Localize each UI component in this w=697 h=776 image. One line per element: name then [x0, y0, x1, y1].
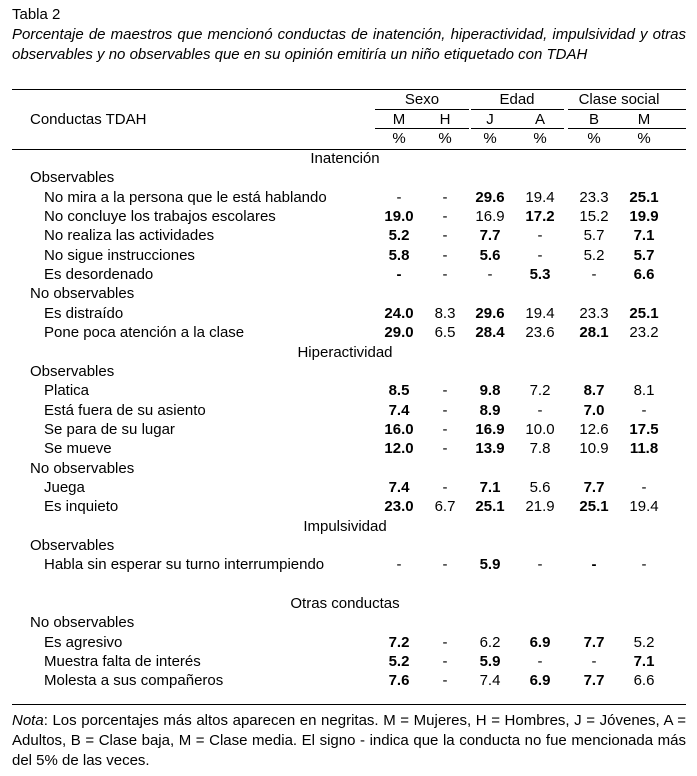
table-cell: 5.2	[583, 246, 605, 264]
table-cell: -	[442, 227, 448, 245]
table-cell: 7.6	[388, 672, 410, 690]
table-cell: 28.1	[579, 324, 609, 342]
table-cell: -	[537, 227, 543, 245]
table-cell: 7.1	[633, 227, 655, 245]
table-cell: 17.5	[629, 420, 659, 438]
table-cell: -	[396, 266, 402, 284]
unit-label: %	[637, 130, 651, 147]
table-cell: 5.2	[388, 227, 410, 245]
table-cell: 16.9	[475, 420, 505, 438]
table-cell: 7.7	[583, 633, 605, 651]
table-cell: 25.1	[475, 498, 505, 516]
table-cell: 5.7	[633, 246, 655, 264]
section-header: Inatención	[310, 150, 380, 167]
table-cell: 19.0	[384, 208, 414, 226]
table-cell: 29.6	[475, 188, 505, 206]
table-cell: -	[591, 266, 597, 284]
row-label: Pone poca atención a la clase	[44, 324, 245, 342]
row-label: Es desordenado	[44, 266, 154, 284]
subsection-header: No observables	[30, 459, 135, 477]
row-label: No realiza las actividades	[44, 227, 215, 245]
bottom-rule	[12, 704, 686, 705]
table-cell: 25.1	[629, 188, 659, 206]
row-label: Platica	[44, 382, 90, 400]
table-cell: 23.6	[525, 324, 555, 342]
table-cell: 7.7	[583, 672, 605, 690]
row-label: Se para de su lugar	[44, 420, 175, 438]
table-cell: -	[442, 440, 448, 458]
table-cell: 8.7	[583, 382, 605, 400]
table-cell: 25.1	[579, 498, 609, 516]
row-label: Molesta a sus compañeros	[44, 672, 224, 690]
table-cell: -	[641, 478, 647, 496]
table-cell: -	[487, 266, 493, 284]
table-cell: -	[591, 653, 597, 671]
section-header: Impulsividad	[303, 517, 387, 535]
table-cell: 16.9	[475, 208, 505, 226]
table-cell: -	[442, 208, 448, 226]
table-cell: 19.4	[525, 188, 555, 206]
table-cell: 7.7	[479, 227, 501, 245]
table-cell: 23.3	[579, 304, 609, 322]
table-cell: 19.9	[629, 208, 659, 226]
table-cell: -	[442, 188, 448, 206]
table-cell: 8.9	[479, 401, 501, 419]
table-cell: 5.7	[583, 227, 605, 245]
row-label: Juega	[44, 478, 85, 496]
table-cell: 6.5	[434, 324, 456, 342]
subsection-header: Observables	[30, 362, 115, 380]
table-cell: 5.9	[479, 556, 501, 574]
table-cell: 8.1	[633, 382, 655, 400]
subsection-header: No observables	[30, 285, 135, 303]
table-cell: -	[396, 188, 402, 206]
row-label: Es inquieto	[44, 498, 119, 516]
table-cell: 25.1	[629, 304, 659, 322]
table-cell: 28.4	[475, 324, 505, 342]
table-cell: 23.2	[629, 324, 659, 342]
note-text: : Los porcentajes más altos aparecen en negritas. M = Mujeres, H = Hombres, J = Jóvenes, A = Adultos, B = Clase baja, M = Clase media. El signo - indica que la conducta no fue mencionada más del 5% de las veces.	[12, 712, 686, 769]
table-cell: 21.9	[525, 498, 555, 516]
table-cell: 23.3	[579, 188, 609, 206]
table-cell: 5.2	[633, 633, 655, 651]
table-cell: 5.6	[529, 478, 551, 496]
table-cell: 9.8	[479, 382, 501, 400]
table-cell: 6.6	[633, 266, 655, 284]
table-cell: 8.3	[434, 304, 456, 322]
table-cell: 17.2	[525, 208, 555, 226]
table-cell: -	[537, 401, 543, 419]
table-note	[12, 711, 686, 771]
table-cell: 5.8	[388, 246, 410, 264]
column-header: M	[637, 111, 651, 128]
table-cell: 7.2	[529, 382, 551, 400]
table-cell: -	[442, 246, 448, 264]
table-cell: -	[442, 420, 448, 438]
row-label: Es agresivo	[44, 633, 123, 651]
table-cell: 7.1	[479, 478, 501, 496]
table-cell: 6.9	[529, 633, 551, 651]
section-header: Otras conductas	[290, 595, 400, 613]
unit-label: %	[392, 130, 406, 147]
row-label: Está fuera de su asiento	[44, 401, 206, 419]
table-cell: 11.8	[629, 440, 659, 458]
subsection-header: Observables	[30, 537, 115, 554]
table-cell: 7.2	[388, 633, 410, 651]
table-cell: -	[537, 556, 543, 574]
table-cell: -	[442, 401, 448, 419]
table-caption: Porcentaje de maestros que mencionó conductas de inatención, hiperactividad, impulsividad y otras observables y no observables que en su opinión emitiría un niño etiquetado con TDAH	[12, 26, 686, 63]
table-cell: 7.0	[583, 401, 605, 419]
table-cell: 6.7	[434, 498, 456, 516]
row-label-header: Conductas TDAH	[30, 111, 147, 128]
subsection-header: Observables	[30, 169, 115, 187]
row-label: No mira a la persona que le está hablando	[44, 188, 327, 206]
table-cell: -	[442, 382, 448, 400]
table-cell: 7.1	[633, 653, 655, 671]
table-cell: 12.6	[579, 420, 609, 438]
row-label: Se mueve	[44, 440, 112, 458]
table-cell: 19.4	[629, 498, 659, 516]
column-group-header: Clase social	[578, 91, 660, 108]
table-cell: 5.3	[529, 266, 551, 284]
table-cell: 16.0	[384, 420, 414, 438]
table-cell: 10.0	[525, 420, 555, 438]
column-header: J	[486, 111, 494, 128]
table-cell: -	[396, 556, 402, 574]
unit-label: %	[483, 130, 497, 147]
row-label: No sigue instrucciones	[44, 246, 195, 264]
table-cell: 24.0	[384, 304, 414, 322]
table-cell: 7.4	[479, 672, 501, 690]
table-cell: 10.9	[579, 440, 609, 458]
column-header: A	[534, 111, 545, 128]
table-label: Tabla 2	[12, 6, 61, 23]
note-label: Nota	[12, 712, 44, 729]
table-cell: -	[537, 246, 543, 264]
table-cell: 12.0	[384, 440, 414, 458]
column-group-header: Sexo	[404, 91, 440, 108]
table-cell: -	[442, 633, 448, 651]
table-cell: 23.0	[384, 498, 414, 516]
table-cell: 19.4	[525, 304, 555, 322]
table-cell: 8.5	[388, 382, 410, 400]
table-cell: -	[591, 556, 597, 574]
section-header: Hiperactividad	[297, 343, 393, 361]
table-cell: 6.9	[529, 672, 551, 690]
row-label: Habla sin esperar su turno interrumpiendo	[44, 556, 325, 574]
table-cell: -	[442, 653, 448, 671]
table-cell: 5.2	[388, 653, 410, 671]
table-cell: 15.2	[579, 208, 609, 226]
table-cell: -	[442, 266, 448, 284]
table-cell: -	[641, 556, 647, 574]
row-label: No concluye los trabajos escolares	[44, 208, 276, 226]
table-cell: 5.6	[479, 246, 501, 264]
table-cell: 7.8	[529, 440, 551, 458]
column-header: B	[588, 111, 599, 128]
table-cell: 29.6	[475, 304, 505, 322]
column-group-header: Edad	[499, 91, 535, 108]
table-cell: 7.7	[583, 478, 605, 496]
table-cell: -	[442, 556, 448, 574]
table-cell: -	[641, 401, 647, 419]
unit-label: %	[533, 130, 547, 147]
table-cell: 29.0	[384, 324, 414, 342]
column-header: M	[392, 111, 406, 128]
table-cell: -	[537, 653, 543, 671]
table-cell: -	[442, 672, 448, 690]
table-cell: 7.4	[388, 478, 410, 496]
unit-label: %	[438, 130, 452, 147]
table-cell: -	[442, 478, 448, 496]
table-cell: 6.6	[633, 672, 655, 690]
table-cell: 7.4	[388, 401, 410, 419]
subsection-header: No observables	[30, 614, 135, 632]
table-cell: 5.9	[479, 653, 501, 671]
table-cell: 6.2	[479, 633, 501, 651]
table-cell: 13.9	[475, 440, 505, 458]
column-header: H	[439, 111, 451, 128]
unit-label: %	[587, 130, 601, 147]
row-label: Es distraído	[44, 304, 124, 322]
row-label: Muestra falta de interés	[44, 653, 201, 671]
